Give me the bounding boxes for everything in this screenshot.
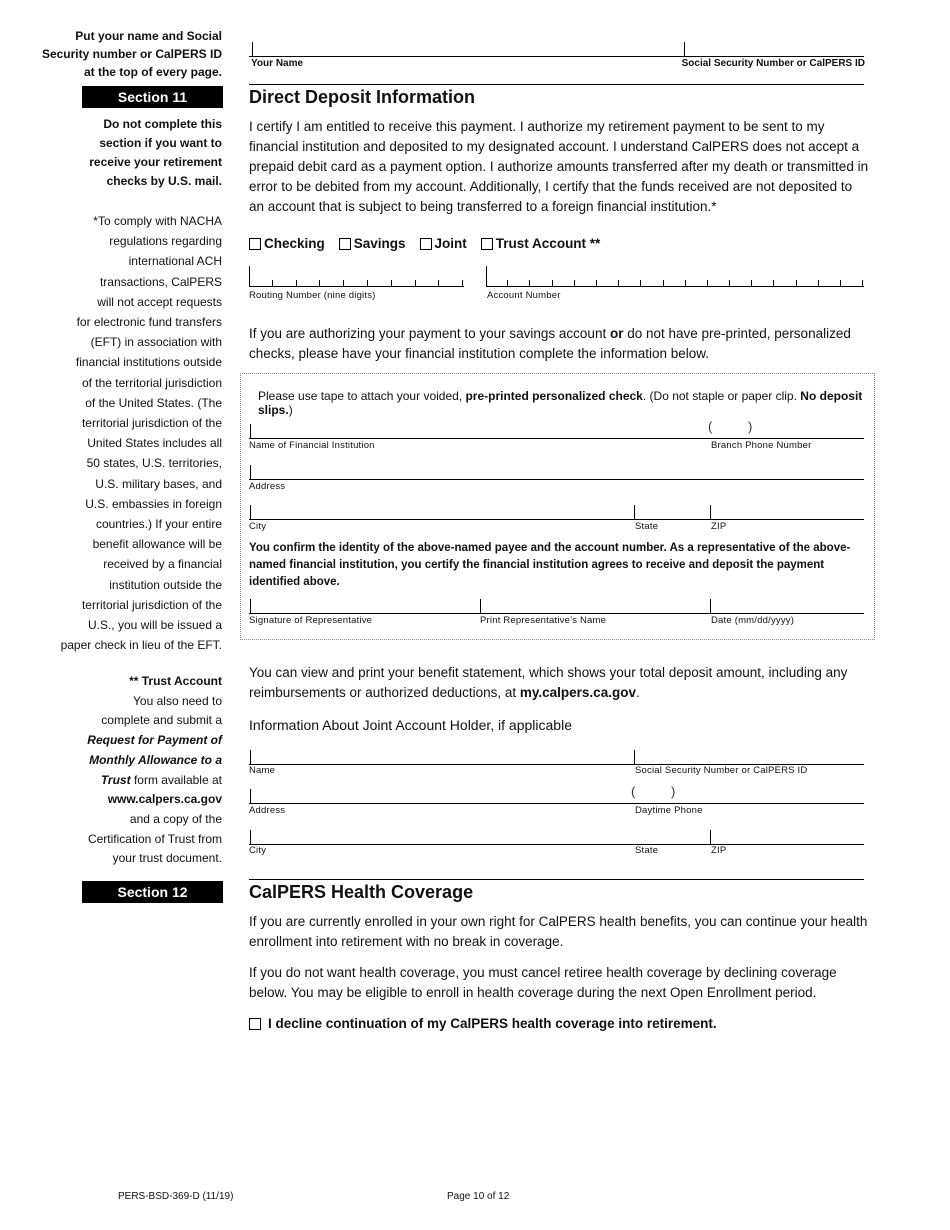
checkbox[interactable] xyxy=(481,238,493,250)
trust-note-line: Request for Payment of xyxy=(87,733,222,748)
digit-tick xyxy=(296,280,320,286)
joint-city-tick xyxy=(250,830,251,844)
joint-zip-label: ZIP xyxy=(711,845,727,856)
trust-note-line: www.calpers.ca.gov xyxy=(107,792,222,807)
joint-city-label: City xyxy=(249,845,267,856)
mail-note-line: checks by U.S. mail. xyxy=(106,174,222,188)
joint-address-label: Address xyxy=(249,805,286,816)
signature-label: Signature of Representative xyxy=(249,615,373,626)
address-tick xyxy=(250,465,251,479)
digit-tick xyxy=(707,280,729,286)
checkbox-label: Checking xyxy=(264,236,325,251)
joint-city-line[interactable] xyxy=(249,844,864,845)
trust-note-line: and a copy of the xyxy=(129,811,222,826)
account-type-joint[interactable] xyxy=(420,236,467,251)
decline-coverage-option[interactable] xyxy=(249,1016,717,1031)
checkbox-label: Joint xyxy=(434,236,467,251)
zip-tick xyxy=(710,505,711,519)
confirm-statement: You confirm the identity of the above-named payee and the account number. As a representative of the above-named financial institution, you certify the financial institution agrees to receive and deposit the payment identified above. xyxy=(249,542,851,588)
digit-tick xyxy=(415,280,439,286)
joint-phone-paren-close: ) xyxy=(671,784,676,799)
routing-label: Routing Number (nine digits) xyxy=(249,290,376,301)
digit-tick xyxy=(438,280,462,286)
digit-tick xyxy=(529,280,551,286)
name-field-line[interactable] xyxy=(249,56,864,57)
nacha-note-line: international ACH xyxy=(128,254,222,269)
nacha-note-line: financial institutions outside xyxy=(75,355,222,370)
address-line[interactable] xyxy=(249,479,864,480)
account-type-savings[interactable] xyxy=(339,236,406,251)
certify-paragraph: I certify I am entitled to receive this payment. I authorize my retirement payment to be sent to my financial institution and deposited to my designated account. I understand CalPERS does not accept a prepaid debit card as a payment option. I authorize amounts transferred after my death or transmitted in error to be debited from my account. Additionally, I certify that the funds received are not deposited to an account that is subject to being transferred to a foreign financial institution.* xyxy=(249,119,869,214)
digit-tick xyxy=(574,280,596,286)
checkbox[interactable] xyxy=(339,238,351,250)
digit-tick xyxy=(462,280,486,286)
joint-name-label: Name xyxy=(249,765,276,776)
digit-tick xyxy=(840,280,862,286)
account-type-options xyxy=(249,236,600,251)
joint-ssn-tick xyxy=(634,750,635,764)
health-para-1: If you are currently enrolled in your own right for CalPERS health benefits, you can continue your health enrollment into retirement with no break in coverage. xyxy=(249,914,868,949)
trust-note-line: Trust form available at xyxy=(100,772,222,787)
print-name-label: Print Representative’s Name xyxy=(480,615,607,626)
phone-paren-close: ) xyxy=(748,419,753,434)
joint-address-tick xyxy=(250,789,251,803)
joint-heading: Information About Joint Account Holder, if applicable xyxy=(249,717,572,733)
decline-checkbox[interactable] xyxy=(249,1018,261,1030)
nacha-note-line: territorial jurisdiction of the xyxy=(81,597,222,612)
section-11-badge: Section 11 xyxy=(82,86,223,108)
routing-number-line[interactable] xyxy=(249,286,464,287)
top-note-line: Put your name and Social xyxy=(75,29,222,43)
phone-paren-open: ( xyxy=(708,419,713,434)
section-11-rule xyxy=(249,84,864,85)
nacha-note-line: received by a financial xyxy=(103,557,222,572)
checkbox[interactable] xyxy=(420,238,432,250)
section-11-title: Direct Deposit Information xyxy=(249,87,476,107)
ssn-field-tick xyxy=(684,42,685,56)
trust-note-line: Monthly Allowance to a xyxy=(89,752,222,767)
zip-label: ZIP xyxy=(711,521,727,532)
city-tick xyxy=(250,505,251,519)
trust-heading: ** Trust Account xyxy=(129,674,222,688)
checkbox[interactable] xyxy=(249,238,261,250)
digit-tick xyxy=(596,280,618,286)
digit-tick xyxy=(391,280,415,286)
nacha-note-line: U.S., you will be issued a xyxy=(87,618,222,633)
digit-tick xyxy=(618,280,640,286)
digit-tick xyxy=(640,280,662,286)
nacha-note-line: U.S. embassies in foreign xyxy=(85,496,222,511)
joint-ssn-label: Social Security Number or CalPERS ID xyxy=(635,765,808,776)
digit-tick xyxy=(272,280,296,286)
state-tick xyxy=(634,505,635,519)
joint-phone-paren-open: ( xyxy=(631,784,636,799)
ssn-label: Social Security Number or CalPERS ID xyxy=(681,58,865,69)
savings-note: If you are authorizing your payment to your savings account or do not have pre-printed, personalized checks, please have your financial institution complete the information below. xyxy=(249,326,851,361)
digit-tick xyxy=(663,280,685,286)
routing-digit-ticks xyxy=(249,280,486,286)
nacha-note-line: for electronic fund transfers xyxy=(76,315,222,330)
signature-tick xyxy=(250,599,251,613)
nacha-note-line: will not accept requests xyxy=(97,294,222,309)
section-12-badge: Section 12 xyxy=(82,881,223,903)
nacha-note-line: of the United States. (The xyxy=(85,395,222,410)
checkbox-label: Trust Account ** xyxy=(495,236,601,251)
digit-tick xyxy=(367,280,391,286)
joint-zip-tick xyxy=(710,830,711,844)
nacha-note-line: 50 states, U.S. territories, xyxy=(86,456,222,471)
nacha-note-line: regulations regarding xyxy=(109,234,222,249)
joint-name-tick xyxy=(250,750,251,764)
nacha-note-line: benefit allowance will be xyxy=(92,537,222,552)
digit-tick xyxy=(796,280,818,286)
digit-tick xyxy=(319,280,343,286)
section-12-rule xyxy=(249,879,864,880)
nacha-note-line: paper check in lieu of the EFT. xyxy=(60,638,222,653)
section-12-title: CalPERS Health Coverage xyxy=(249,882,474,902)
date-label: Date (mm/dd/yyyy) xyxy=(711,615,795,626)
mail-note-line: section if you want to xyxy=(99,136,222,150)
calpers-link[interactable]: my.calpers.ca.gov xyxy=(519,685,636,700)
digit-tick xyxy=(818,280,840,286)
digit-tick xyxy=(685,280,707,286)
top-note xyxy=(42,27,222,81)
state-label: State xyxy=(635,521,659,532)
digit-tick xyxy=(751,280,773,286)
mail-note xyxy=(89,115,222,191)
nacha-note-line: institution outside the xyxy=(109,577,222,592)
digit-tick xyxy=(729,280,751,286)
branch-phone-label: Branch Phone Number xyxy=(711,440,812,451)
trust-note-line: You also need to xyxy=(133,693,222,708)
city-line[interactable] xyxy=(249,519,864,520)
account-type-trust-account[interactable] xyxy=(481,236,601,251)
digit-tick xyxy=(507,280,529,286)
digit-tick xyxy=(486,280,507,286)
nacha-note-line: United States includes all xyxy=(87,436,222,451)
signature-line[interactable] xyxy=(249,613,864,614)
trust-note-line: Certification of Trust from xyxy=(87,831,222,846)
digit-tick xyxy=(862,280,884,286)
nacha-note-line: countries.) If your entire xyxy=(95,517,222,532)
account-digit-ticks xyxy=(486,280,884,286)
nacha-note-line: transactions, CalPERS xyxy=(99,274,222,289)
your-name-label: Your Name xyxy=(251,58,304,69)
page-number: Page 10 of 12 xyxy=(447,1191,510,1202)
joint-state-label: State xyxy=(635,845,659,856)
institution-line[interactable] xyxy=(249,438,864,439)
health-para-2: If you do not want health coverage, you must cancel retiree health coverage by declining coverage below. You may be eligible to enroll in health coverage during the next Open Enrollment period. xyxy=(249,965,837,1000)
digit-tick xyxy=(552,280,574,286)
nacha-note-line: territorial jurisdiction of the xyxy=(81,416,222,431)
trust-note-line: complete and submit a xyxy=(101,713,222,728)
joint-address-line[interactable] xyxy=(249,803,864,804)
top-note-line: Security number or CalPERS ID xyxy=(41,47,222,61)
print-name-tick xyxy=(480,599,481,613)
address-label: Address xyxy=(249,481,286,492)
mail-note-line: Do not complete this xyxy=(103,117,222,131)
account-type-checking[interactable] xyxy=(249,236,325,251)
checkbox-label: Savings xyxy=(353,236,406,251)
digit-tick xyxy=(249,280,272,286)
benefit-statement-note: You can view and print your benefit statement, which shows your total deposit amount, including any reimbursements or authorized deductions, at my.calpers.ca.gov. xyxy=(249,665,848,700)
mail-note-line: receive your retirement xyxy=(89,155,222,169)
institution-label: Name of Financial Institution xyxy=(249,440,375,451)
decline-label: I decline continuation of my CalPERS health coverage into retirement. xyxy=(268,1016,717,1031)
nacha-note-line: (EFT) in association with xyxy=(90,335,222,350)
trust-note-line: your trust document. xyxy=(112,851,222,866)
form-id: PERS-BSD-369-D (11/19) xyxy=(118,1191,234,1202)
institution-tick xyxy=(250,424,251,438)
trust-note xyxy=(87,672,222,869)
joint-phone-label: Daytime Phone xyxy=(635,805,703,816)
digit-tick xyxy=(343,280,367,286)
account-number-line[interactable] xyxy=(486,286,864,287)
tape-instructions: Please use tape to attach your voided, pre-printed personalized check. (Do not staple or paper clip. No deposit slips.) xyxy=(258,389,863,417)
digit-tick xyxy=(773,280,795,286)
date-tick xyxy=(710,599,711,613)
nacha-note-line: U.S. military bases, and xyxy=(95,476,222,491)
name-field-tick xyxy=(252,42,253,56)
top-note-line: at the top of every page. xyxy=(83,65,222,79)
city-label: City xyxy=(249,521,267,532)
nacha-note xyxy=(61,211,222,655)
nacha-note-line: of the territorial jurisdiction xyxy=(81,375,222,390)
nacha-note-line: *To comply with NACHA xyxy=(93,214,222,228)
account-label: Account Number xyxy=(487,290,561,301)
